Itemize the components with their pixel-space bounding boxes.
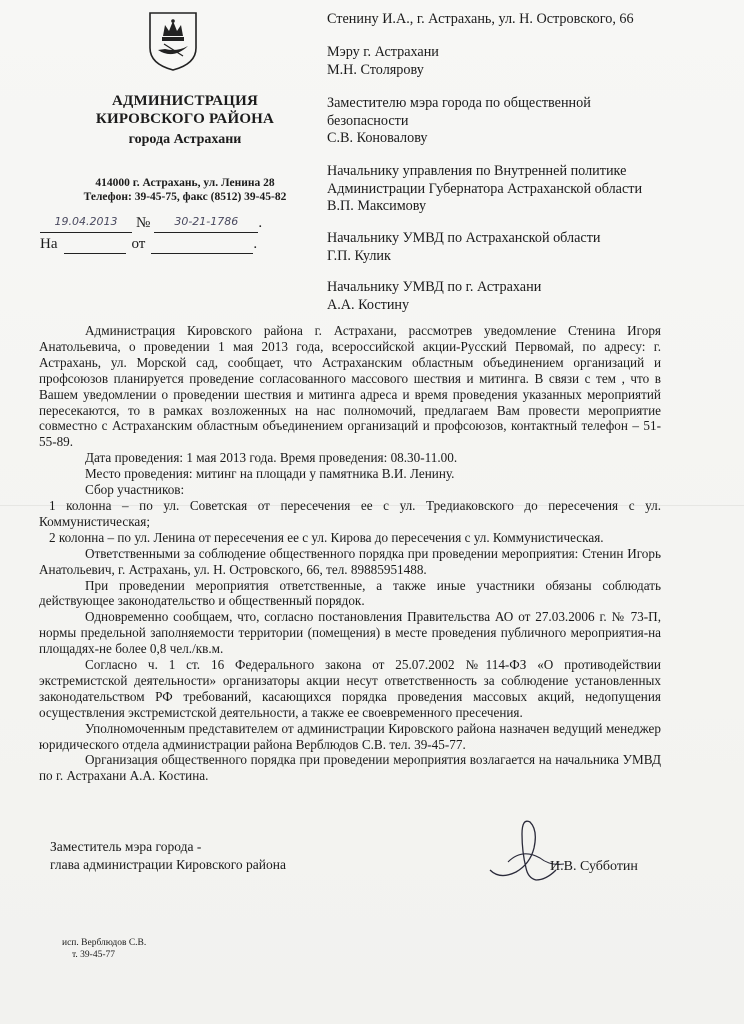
executor-name: исп. Верблюдов С.В. xyxy=(62,938,147,948)
recipient-line: Начальнику УМВД по Астраханской области xyxy=(327,230,601,246)
body-paragraph: Место проведения: митинг на площади у памятника В.И. Ленину. xyxy=(85,466,455,482)
recipient-5 xyxy=(327,230,707,265)
recipient-4 xyxy=(327,163,707,216)
sender-header xyxy=(40,92,330,204)
body-paragraph: Организация общественного порядка при проведении мероприятия возлагается на начальника УМВД по г. Астрахани А.А. Костина. xyxy=(39,752,661,784)
body-paragraph: Дата проведения: 1 мая 2013 года. Время проведения: 08.30-11.00. xyxy=(85,450,458,466)
recipient-line: безопасности xyxy=(327,112,409,129)
body-paragraph: При проведении мероприятия ответственные, а также иные участники обязаны соблюдать действующее законодательство и общественный порядок. xyxy=(39,577,661,609)
body-paragraph: Согласно ч. 1 ст. 16 Федерального закона от 25.07.2002 №114-ФЗ «О противодействии экстремистской деятельности» организаторы акции несут ответственность за соблюдение установленных законодательством РФ требований, касающихся порядка проведения массовых акций, недопущения осуществления экстремистской деятельности, а также ее своевременного пресечения. xyxy=(39,657,661,720)
signatory-title-line1: Заместитель мэра города - xyxy=(50,839,202,854)
handwritten-date: 19.04.2013 xyxy=(54,215,118,228)
recipient-line: Заместителю мэра города по общественной xyxy=(327,95,591,111)
body-paragraph: Одновременно сообщаем, что, согласно постановления Правительства АО от 27.03.2006 г. № 73-П, нормы предельной заполняемости территории (помещения) в месте проведения публичного мероприятия-на площадях-не более 0,8 чел./кв.м. xyxy=(39,609,661,657)
on-field xyxy=(64,233,126,254)
org-phone: Телефон: 39-45-75, факс (8512) 39-45-82 xyxy=(83,191,287,203)
recipient-3 xyxy=(327,95,707,148)
body-paragraph: 1 колонна – по ул. Советская от пересечения ее с ул. Тредиаковского до пересечения с ул. Коммунистическая; xyxy=(39,497,661,529)
recipient-line: Администрации Губернатора Астраханской области xyxy=(327,180,643,197)
signatory-title xyxy=(50,838,286,874)
recipient-name: С.В. Коновалову xyxy=(327,130,428,146)
recipient-line: Мэру г. Астрахани xyxy=(327,44,439,60)
org-name-line1: АДМИНИСТРАЦИЯ xyxy=(112,93,258,109)
letter-body xyxy=(39,323,661,784)
recipient-line: Начальнику УМВД по г. Астрахани xyxy=(327,279,542,295)
recipient-name: В.П. Максимову xyxy=(327,198,427,214)
from-label: от xyxy=(131,236,146,252)
org-name-line2: КИРОВСКОГО РАЙОНА xyxy=(95,111,275,127)
body-paragraph: Сбор участников: xyxy=(85,482,185,498)
body-paragraph: Администрация Кировского района г. Астрахани, рассмотрев уведомление Стенина Игоря Анатольевича, о проведении 1 мая 2013 года, всероссийской акции-Русский Первомай, по адресу: г. Астрахань, ул. Морской сад, сообщает, что Астраханским областным объединением организаций и профсоюзов планируется проведение согласованного массового шествия и митинга. В связи с тем , что в Вашем уведомлении о проведении шествия и митинга адреса и время проведения указанных мероприятий пересекаются, то в рамках возложенных на нас полномочий, предлагаем Вам провести мероприятие совместно с Астраханским областным объединением организаций и профсоюзов, контактный телефон – 51-55-89. xyxy=(39,323,661,450)
on-label: На xyxy=(40,236,58,252)
body-paragraph: 2 колонна – по ул. Ленина от пересечения ее с ул. Кирова до пересечения с ул. Коммунистическая. xyxy=(49,529,604,545)
signatory-name: И.В. Субботин xyxy=(550,859,638,874)
handwritten-number: 30-21-1786 xyxy=(174,215,239,228)
signatory-title-line2: глава администрации Кировского района xyxy=(50,857,286,872)
executor-block xyxy=(62,937,146,961)
number-label: № xyxy=(136,215,151,231)
from-field xyxy=(151,233,253,254)
org-city: города Астрахани xyxy=(128,132,242,147)
recipient-line: Начальнику управления по Внутренней политике xyxy=(327,163,627,179)
recipient-line: Стенину И.А., г. Астрахань, ул. Н. Островского, 66 xyxy=(327,11,634,27)
body-paragraph: Уполномоченным представителем от администрации Кировского района назначен ведущий менеджер юридического отдела администрации района Верблюдов С.В. тел. 39-45-77. xyxy=(39,720,661,752)
date-field xyxy=(40,211,132,233)
recipient-name: М.Н. Столярову xyxy=(327,61,424,78)
number-field xyxy=(154,211,258,233)
reference-block: 19.04.2013 № 30-21-1786 . На от . xyxy=(40,211,280,254)
coat-of-arms-icon xyxy=(147,10,199,72)
executor-phone: т. 39-45-77 xyxy=(72,950,116,960)
recipient-name: Г.П. Кулик xyxy=(327,247,391,264)
recipient-1 xyxy=(327,11,707,29)
recipient-2 xyxy=(327,44,707,79)
org-address: 414000 г. Астрахань, ул. Ленина 28 xyxy=(95,177,275,189)
recipient-name: А.А. Костину xyxy=(327,296,410,313)
body-paragraph: Ответственными за соблюдение общественного порядка при проведении мероприятия: Стенин Игорь Анатольевич, г. Астрахань, ул. Н. Островского, 66, тел. 89885951488. xyxy=(39,545,661,577)
recipient-6 xyxy=(327,279,707,314)
